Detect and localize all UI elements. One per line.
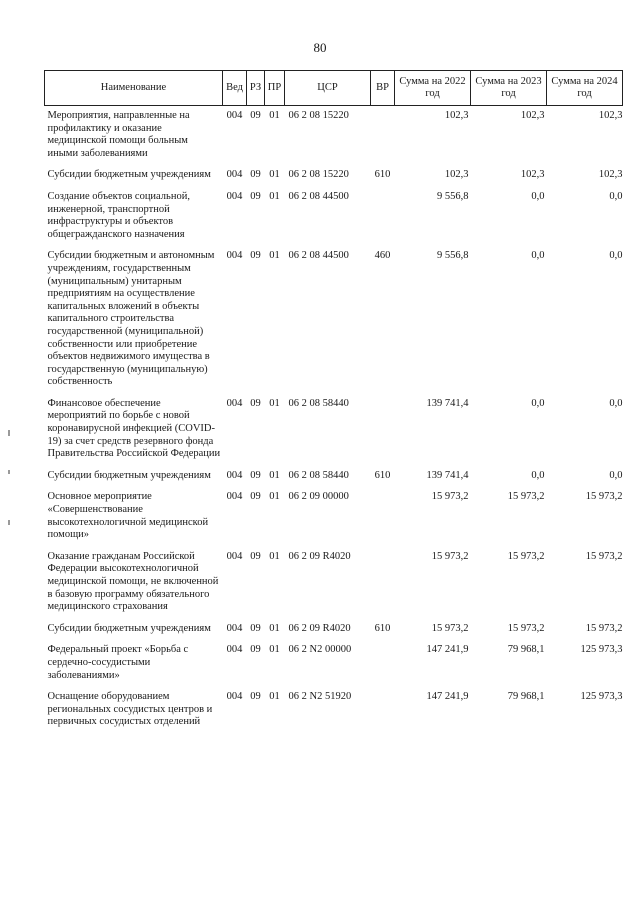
row-rz: 09 xyxy=(250,644,261,656)
row-name: Финансовое обеспечение мероприятий по борьбе с новой коронавирусной инфекцией (COVID-19) за счет средств резервного фонда Правительства Российской Федерации xyxy=(47,397,221,460)
row-csr: 06 2 N2 51920 xyxy=(288,691,352,703)
table-row xyxy=(45,394,623,466)
row-csr: 06 2 09 R4020 xyxy=(288,622,351,634)
row-ved: 004 xyxy=(226,169,243,181)
row-pr: 01 xyxy=(269,190,280,202)
row-pr: 01 xyxy=(269,169,280,181)
header-csr: ЦСР xyxy=(285,71,371,106)
row-pr: 01 xyxy=(269,469,280,481)
row-sum-2022: 102,3 xyxy=(444,110,469,121)
margin-scan-mark xyxy=(8,470,10,474)
row-sum-2024: 0,0 xyxy=(609,190,623,202)
row-csr: 06 2 N2 00000 xyxy=(288,644,352,656)
table-row xyxy=(45,547,623,619)
page-number: 80 xyxy=(313,40,327,55)
row-sum-2022: 147 241,9 xyxy=(426,644,469,656)
header-pr: ПР xyxy=(265,71,285,106)
row-sum-2024: 15 973,2 xyxy=(585,622,623,634)
row-vr xyxy=(371,487,395,546)
row-ved: 004 xyxy=(226,491,243,503)
row-sum-2023: 15 973,2 xyxy=(507,622,545,634)
row-sum-2023: 0,0 xyxy=(531,397,545,409)
row-sum-2022: 139 741,4 xyxy=(426,397,469,409)
row-sum-2024: 0,0 xyxy=(609,469,623,481)
row-ved: 004 xyxy=(226,622,243,634)
row-rz: 09 xyxy=(250,169,261,181)
row-rz: 09 xyxy=(250,110,261,121)
row-csr: 06 2 08 15220 xyxy=(288,110,349,121)
header-rz: РЗ xyxy=(247,71,265,106)
row-rz: 09 xyxy=(250,190,261,202)
row-rz: 09 xyxy=(250,622,261,634)
row-sum-2022: 15 973,2 xyxy=(431,622,469,634)
row-ved: 004 xyxy=(226,110,243,121)
row-vr: 610 xyxy=(374,169,391,181)
row-sum-2022: 9 556,8 xyxy=(437,190,469,202)
row-ved: 004 xyxy=(226,644,243,656)
header-sum-2023: Сумма на 2023 год xyxy=(471,71,547,106)
table-body xyxy=(45,106,623,734)
row-sum-2023: 102,3 xyxy=(520,169,545,181)
row-name: Оснащение оборудованием региональных сосудистых центров и первичных сосудистых отделений xyxy=(47,691,213,728)
row-csr: 06 2 08 58440 xyxy=(288,397,349,409)
row-name: Мероприятия, направленные на профилактику и оказание медицинской помощи больным иными заболеваниями xyxy=(47,110,190,159)
row-sum-2022: 9 556,8 xyxy=(437,250,469,262)
row-sum-2022: 147 241,9 xyxy=(426,691,469,703)
margin-scan-mark xyxy=(8,430,10,436)
budget-table xyxy=(44,70,623,734)
row-name: Субсидии бюджетным учреждениям xyxy=(47,169,211,181)
row-vr xyxy=(371,394,395,466)
row-name: Создание объектов социальной, инженерной, транспортной инфраструктуры и объектов общегражданского назначения xyxy=(47,190,190,240)
header-ved: Вед xyxy=(223,71,247,106)
table-row xyxy=(45,640,623,687)
row-name: Оказание гражданам Российской Федерации высокотехнологичной медицинской помощи, не включенной в базовую программу обязательного медицинского страхования xyxy=(47,550,219,613)
row-pr: 01 xyxy=(269,110,280,121)
table-row xyxy=(45,466,623,488)
row-csr: 06 2 08 44500 xyxy=(288,250,349,262)
row-sum-2024: 15 973,2 xyxy=(585,550,623,562)
row-csr: 06 2 08 15220 xyxy=(288,169,349,181)
row-name: Субсидии бюджетным учреждениям xyxy=(47,469,211,481)
row-sum-2024: 102,3 xyxy=(598,169,623,181)
table-row xyxy=(45,187,623,246)
row-rz: 09 xyxy=(250,691,261,703)
row-sum-2024: 0,0 xyxy=(609,250,623,262)
row-csr: 06 2 09 00000 xyxy=(288,491,349,503)
row-ved: 004 xyxy=(226,550,243,562)
row-sum-2022: 15 973,2 xyxy=(431,491,469,503)
margin-scan-mark xyxy=(8,520,10,525)
row-rz: 09 xyxy=(250,250,261,262)
row-pr: 01 xyxy=(269,491,280,503)
row-pr: 01 xyxy=(269,397,280,409)
row-sum-2023: 0,0 xyxy=(531,250,545,262)
table-row xyxy=(45,619,623,641)
row-sum-2024: 15 973,2 xyxy=(585,491,623,503)
row-pr: 01 xyxy=(269,644,280,656)
row-rz: 09 xyxy=(250,491,261,503)
row-pr: 01 xyxy=(269,622,280,634)
row-vr: 460 xyxy=(374,250,391,262)
row-csr: 06 2 08 44500 xyxy=(288,190,349,202)
table-row xyxy=(45,165,623,187)
row-sum-2023: 79 968,1 xyxy=(507,691,545,703)
row-sum-2024: 125 973,3 xyxy=(580,691,623,703)
table-row xyxy=(45,487,623,546)
header-sum-2022: Сумма на 2022 год xyxy=(395,71,471,106)
row-vr xyxy=(371,547,395,619)
row-pr: 01 xyxy=(269,691,280,703)
row-vr xyxy=(371,687,395,734)
table-row xyxy=(45,687,623,734)
row-pr: 01 xyxy=(269,250,280,262)
row-sum-2024: 0,0 xyxy=(609,397,623,409)
row-vr: 610 xyxy=(374,469,391,481)
row-ved: 004 xyxy=(226,250,243,262)
row-vr xyxy=(371,640,395,687)
row-sum-2023: 79 968,1 xyxy=(507,644,545,656)
row-vr: 610 xyxy=(374,622,391,634)
row-ved: 004 xyxy=(226,397,243,409)
row-ved: 004 xyxy=(226,469,243,481)
row-pr: 01 xyxy=(269,550,280,562)
row-name: Субсидии бюджетным и автономным учреждениям, государственным (муниципальным) унитарным предприятиям на осуществление капитальных вложений в объекты капитального строительства государственной (муниципальной) собственности или приобретение объектов недвижимого имущества в государственную (муниципальную) собственность xyxy=(47,250,215,388)
header-vr: ВР xyxy=(371,71,395,106)
row-rz: 09 xyxy=(250,550,261,562)
row-sum-2023: 102,3 xyxy=(520,110,545,121)
row-sum-2022: 102,3 xyxy=(444,169,469,181)
row-sum-2024: 102,3 xyxy=(598,110,623,121)
row-ved: 004 xyxy=(226,691,243,703)
row-name: Основное мероприятие «Совершенствование высокотехнологичной медицинской помощи» xyxy=(47,491,209,541)
row-sum-2023: 15 973,2 xyxy=(507,491,545,503)
row-sum-2023: 0,0 xyxy=(531,190,545,202)
row-rz: 09 xyxy=(250,397,261,409)
row-sum-2023: 0,0 xyxy=(531,469,545,481)
row-vr xyxy=(371,187,395,246)
table-row xyxy=(45,106,623,166)
row-sum-2024: 125 973,3 xyxy=(580,644,623,656)
row-name: Федеральный проект «Борьба с сердечно-сосудистыми заболеваниями» xyxy=(47,644,189,681)
row-csr: 06 2 08 58440 xyxy=(288,469,349,481)
row-vr xyxy=(371,106,395,166)
header-sum-2024: Сумма на 2024 год xyxy=(547,71,623,106)
row-ved: 004 xyxy=(226,190,243,202)
row-sum-2022: 15 973,2 xyxy=(431,550,469,562)
row-csr: 06 2 09 R4020 xyxy=(288,550,351,562)
header-name: Наименование xyxy=(45,71,223,106)
row-sum-2023: 15 973,2 xyxy=(507,550,545,562)
table-row xyxy=(45,246,623,394)
row-name: Субсидии бюджетным учреждениям xyxy=(47,622,211,634)
row-sum-2022: 139 741,4 xyxy=(426,469,469,481)
row-rz: 09 xyxy=(250,469,261,481)
table-header-row xyxy=(45,71,623,106)
